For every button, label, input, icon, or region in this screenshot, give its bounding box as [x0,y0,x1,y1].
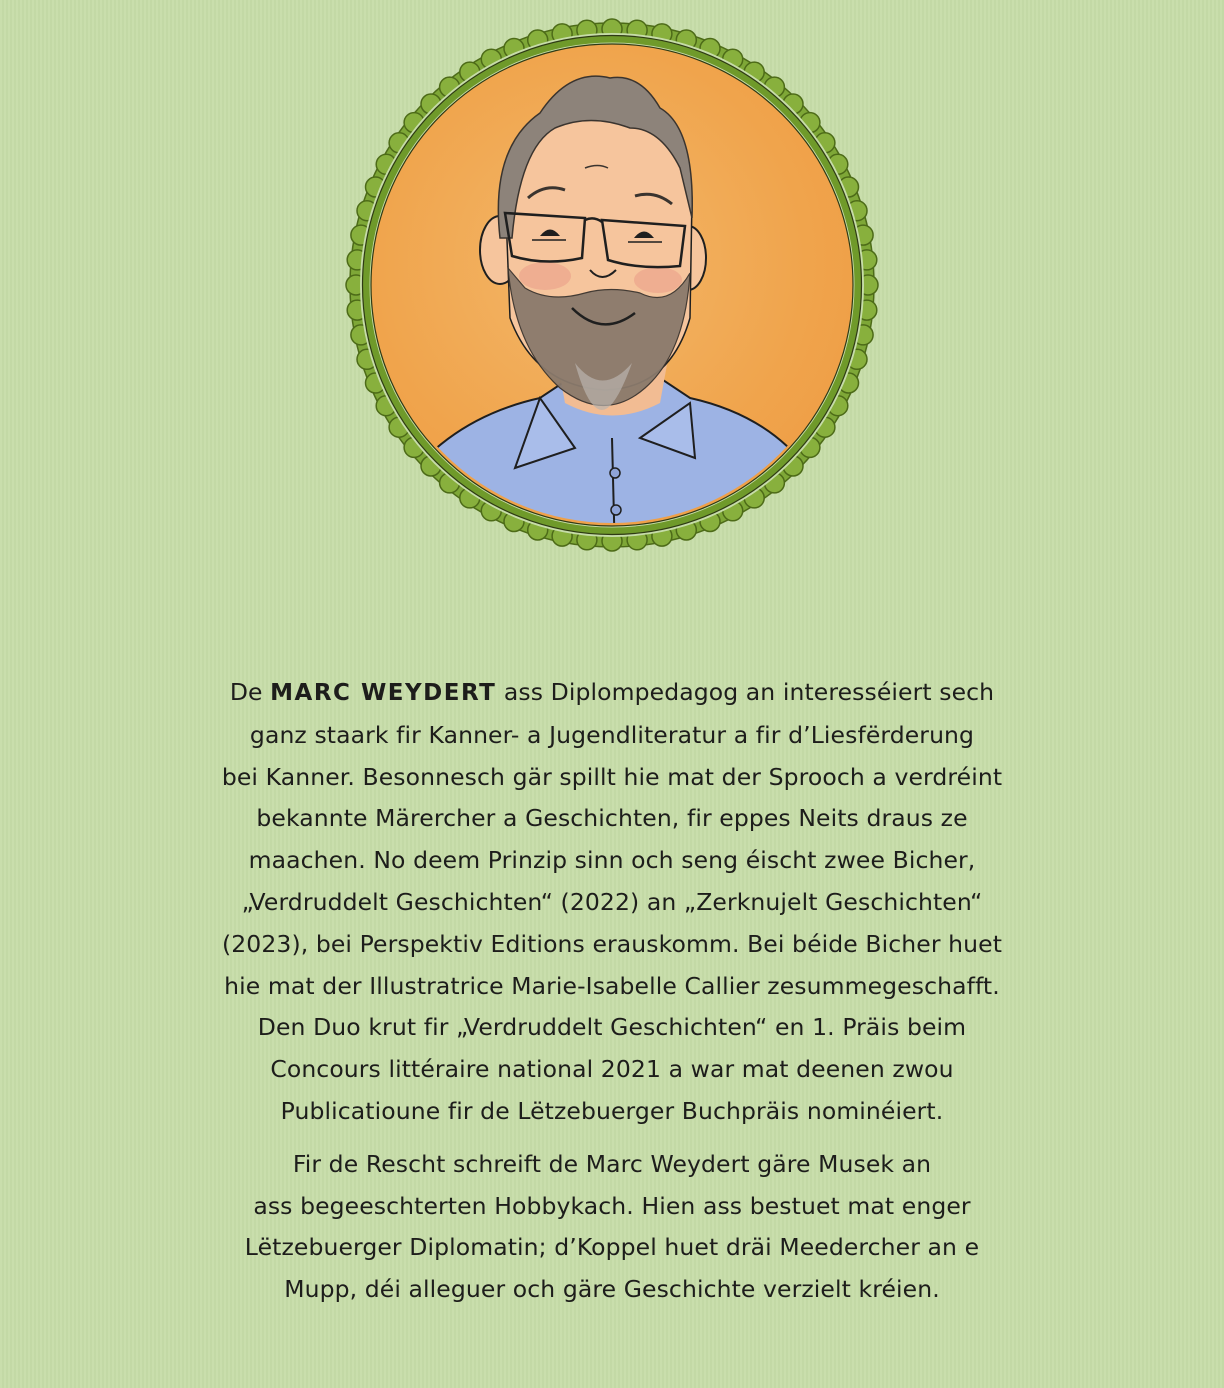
bio-line: Lëtzebuerger Diplomatin; d’Koppel huet dräi Meedercher an e [244,1233,980,1262]
bio-paragraph-2 [140,1144,1084,1311]
author-name: MARC WEYDERT [270,680,497,706]
bio-line: bekannte Märercher a Geschichten, fir eppes Neits draus ze [256,804,968,833]
bio-line: ass begeeschterten Hobbykach. Hien ass bestuet mat enger [253,1191,971,1220]
author-bio [140,672,1084,1311]
bio-line: „Verdruddelt Geschichten“ (2022) an „Zerknujelt Geschichten“ [241,887,983,916]
portrait-illustration [340,18,884,558]
bio-line: ganz staark fir Kanner- a Jugendliteratur a fir d’Liesfërderung [249,720,975,749]
bio-line: hie mat der Illustratrice Marie-Isabelle Callier zesummegeschafft. [224,971,1000,1000]
bio-line [140,672,1084,715]
bio-line: Den Duo krut fir „Verdruddelt Geschichten“ en 1. Präis beim [257,1013,967,1042]
bio-line: maachen. No deem Prinzip sinn och seng éischt zwee Bicher, [248,846,976,875]
bio-line: bei Kanner. Besonnesch gär spillt hie mat der Sprooch a verdréint [221,762,1003,791]
text: ass Diplompedagog an interesséiert sech [496,678,995,706]
bio-line: (2023), bei Perspektiv Editions erauskomm. Bei béide Bicher huet [221,929,1003,958]
bio-line: Fir de Rescht schreift de Marc Weydert gäre Musek an [292,1149,932,1178]
bio-line: Publicatioune fir de Lëtzebuerger Buchpräis nominéiert. [280,1096,944,1125]
bio-paragraph-1 [140,672,1084,1133]
bio-line: Mupp, déi alleguer och gäre Geschichte verzielt kréien. [284,1275,940,1304]
author-portrait [340,18,884,558]
bio-line: Concours littéraire national 2021 a war mat deenen zwou [270,1055,954,1084]
text: De [229,678,271,706]
